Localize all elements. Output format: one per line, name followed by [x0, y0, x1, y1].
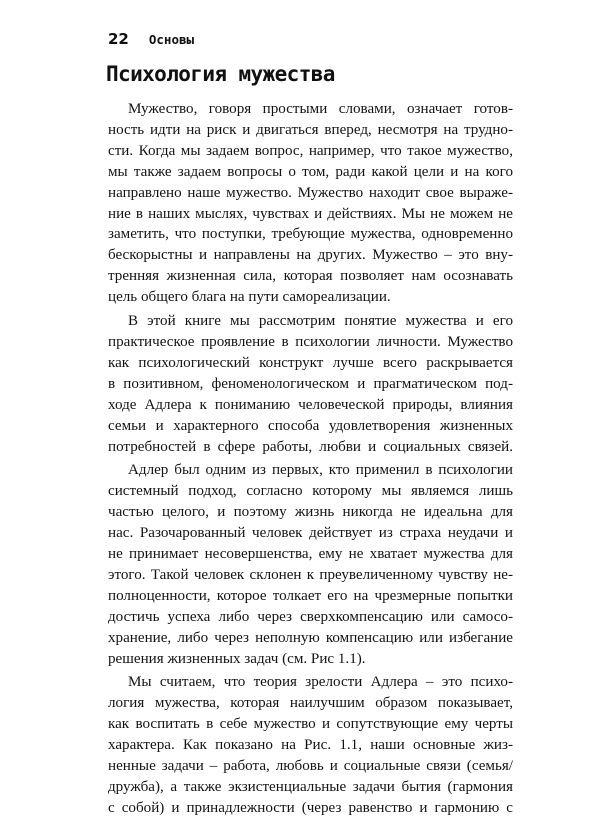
- paragraph-4: [108, 672, 513, 818]
- paragraph-2: [108, 311, 513, 457]
- section-name: Основы: [148, 32, 195, 47]
- text-line: В этой книге мы рассмотрим понятие мужества и его: [128, 313, 513, 330]
- paragraph-1: [108, 99, 513, 308]
- text-line: ненные задачи – работа, любовь и социальные связи (семья/: [108, 758, 513, 775]
- text-line: частью целого, и поэтому жизнь никогда не идеальна для: [108, 504, 513, 521]
- text-line: как воспитать в себе мужество и сопутствующие ему черты: [108, 716, 513, 733]
- text-line: ходе Адлера к пониманию человеческой природы, влияния: [108, 396, 513, 413]
- text-line: ние в наших мыслях, чувствах и действиях. Мы не можем не: [108, 205, 513, 222]
- text-line: мы также задаем вопросы о том, ради какой цели и на кого: [108, 163, 513, 180]
- text-line: Мужество, говоря простыми словами, означает готов-: [128, 101, 513, 117]
- text-line: с собой) и принадлежности (через равенство и гармонию с: [108, 799, 513, 816]
- text-line: полноценности, которое толкает его на чрезмерные попытки: [108, 587, 513, 604]
- text-line: в позитивном, феноменологическом и прагматическом под-: [108, 375, 513, 392]
- text-line: характера. Как показано на Рис. 1.1, наши основные жиз-: [108, 737, 513, 754]
- text-line: практическое проявление в психологии личности. Мужество: [108, 333, 513, 350]
- text-line: потребностей в сфере работы, любви и социальных связей.: [108, 438, 513, 455]
- text-line: Мы считаем, что теория зрелости Адлера – это психо-: [128, 674, 513, 691]
- text-line: сти. Когда мы задаем вопрос, например, что такое мужество,: [108, 142, 513, 159]
- text-line: как психологический конструкт лучше всего раскрывается: [108, 354, 513, 371]
- chapter-title: Психология мужества: [106, 62, 335, 86]
- text-line: достичь успеха либо через сверхкомпенсацию или самосо-: [108, 608, 513, 625]
- paragraph-3: [108, 460, 513, 669]
- text-line: не принимает несовершенства, ему не хватает мужества для: [108, 546, 513, 563]
- text-line: тренняя жизненная сила, которая позволяет нам осознавать: [108, 268, 513, 285]
- text-line: решения жизненных задач (см. Рис 1.1).: [108, 650, 366, 667]
- text-line: этого. Такой человек склонен к преувеличенному чувству не-: [108, 566, 513, 583]
- text-line: дружба), а также экзистенциальные задачи бытия (гармония: [108, 779, 513, 795]
- body-text: [108, 99, 513, 819]
- text-line: семьи и характерного способа удовлетворения жизненных: [108, 417, 513, 434]
- text-line: хранение, либо через неполную компенсацию или избегание: [108, 629, 513, 646]
- text-line: цель общего блага на пути самореализации.: [108, 289, 391, 306]
- text-line: системный подход, согласно которому мы являемся лишь: [108, 483, 513, 500]
- running-head: [108, 30, 194, 48]
- text-line: логия мужества, которая наилучшим образом показывает,: [108, 695, 513, 712]
- page-number: 22: [108, 30, 129, 48]
- text-line: ность идти на риск и двигаться вперед, несмотря на трудно-: [108, 121, 513, 138]
- text-line: заметить, что поступки, требующие мужества, одновременно: [108, 226, 513, 243]
- text-line: направлено наше мужество. Мужество находит свое выраже-: [108, 184, 513, 201]
- text-line: бескорыстны и направлены на других. Мужество – это вну-: [108, 247, 513, 264]
- text-line: Адлер был одним из первых, кто применил в психологии: [128, 462, 513, 479]
- text-line: нас. Разочарованный человек действует из страха неудачи и: [108, 525, 513, 542]
